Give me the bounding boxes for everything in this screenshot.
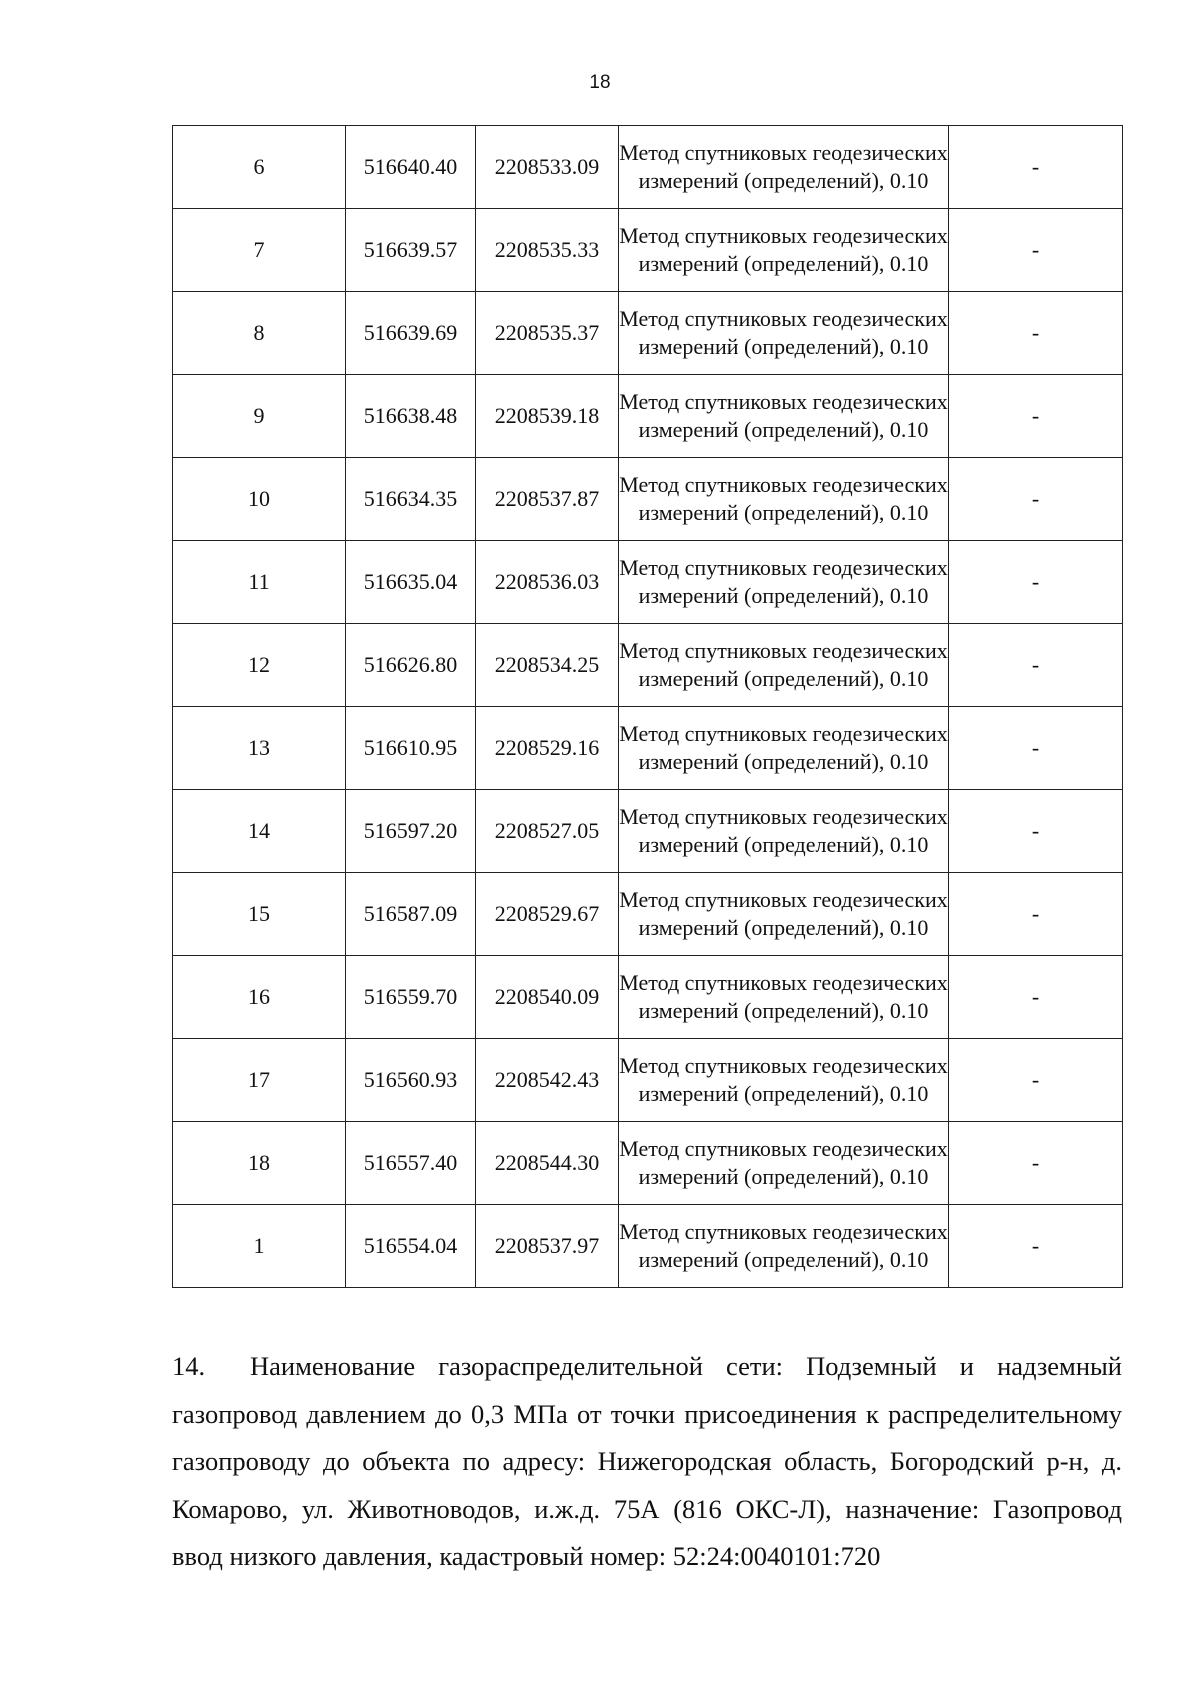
method-cell: Метод спутниковых геодезических измерений (определений), 0.10 bbox=[619, 956, 949, 1039]
point-cell: 14 bbox=[173, 790, 346, 873]
y-coordinate-cell: 2208529.16 bbox=[476, 707, 619, 790]
y-coordinate-cell: 2208535.37 bbox=[476, 292, 619, 375]
point-cell: 1 bbox=[173, 1205, 346, 1288]
coordinates-table bbox=[172, 125, 1123, 1288]
page-number: 18 bbox=[589, 72, 611, 93]
method-cell: Метод спутниковых геодезических измерений (определений), 0.10 bbox=[619, 209, 949, 292]
table-row bbox=[173, 1122, 1123, 1205]
note-cell: - bbox=[949, 209, 1123, 292]
x-coordinate-cell: 516559.70 bbox=[346, 956, 476, 1039]
table-row bbox=[173, 873, 1123, 956]
y-coordinate-cell: 2208536.03 bbox=[476, 541, 619, 624]
method-cell: Метод спутниковых геодезических измерений (определений), 0.10 bbox=[619, 292, 949, 375]
point-cell: 10 bbox=[173, 458, 346, 541]
note-cell: - bbox=[949, 126, 1123, 209]
note-cell: - bbox=[949, 375, 1123, 458]
note-cell: - bbox=[949, 1205, 1123, 1288]
y-coordinate-cell: 2208535.33 bbox=[476, 209, 619, 292]
x-coordinate-cell: 516635.04 bbox=[346, 541, 476, 624]
y-coordinate-cell: 2208537.87 bbox=[476, 458, 619, 541]
x-coordinate-cell: 516639.57 bbox=[346, 209, 476, 292]
point-cell: 7 bbox=[173, 209, 346, 292]
y-coordinate-cell: 2208539.18 bbox=[476, 375, 619, 458]
coordinates-table-body bbox=[173, 126, 1123, 1288]
point-cell: 13 bbox=[173, 707, 346, 790]
paragraph-14 bbox=[172, 1343, 1122, 1581]
method-cell: Метод спутниковых геодезических измерений (определений), 0.10 bbox=[619, 541, 949, 624]
point-cell: 12 bbox=[173, 624, 346, 707]
note-cell: - bbox=[949, 292, 1123, 375]
method-cell: Метод спутниковых геодезических измерений (определений), 0.10 bbox=[619, 375, 949, 458]
x-coordinate-cell: 516638.48 bbox=[346, 375, 476, 458]
point-cell: 8 bbox=[173, 292, 346, 375]
point-cell: 6 bbox=[173, 126, 346, 209]
point-cell: 11 bbox=[173, 541, 346, 624]
method-cell: Метод спутниковых геодезических измерений (определений), 0.10 bbox=[619, 790, 949, 873]
note-cell: - bbox=[949, 624, 1123, 707]
paragraph-number: 14. bbox=[172, 1351, 206, 1381]
method-cell: Метод спутниковых геодезических измерений (определений), 0.10 bbox=[619, 126, 949, 209]
table-row bbox=[173, 624, 1123, 707]
note-cell: - bbox=[949, 458, 1123, 541]
method-cell: Метод спутниковых геодезических измерений (определений), 0.10 bbox=[619, 707, 949, 790]
x-coordinate-cell: 516557.40 bbox=[346, 1122, 476, 1205]
method-cell: Метод спутниковых геодезических измерений (определений), 0.10 bbox=[619, 624, 949, 707]
note-cell: - bbox=[949, 790, 1123, 873]
note-cell: - bbox=[949, 541, 1123, 624]
y-coordinate-cell: 2208527.05 bbox=[476, 790, 619, 873]
table-row bbox=[173, 126, 1123, 209]
y-coordinate-cell: 2208533.09 bbox=[476, 126, 619, 209]
method-cell: Метод спутниковых геодезических измерений (определений), 0.10 bbox=[619, 873, 949, 956]
x-coordinate-cell: 516587.09 bbox=[346, 873, 476, 956]
y-coordinate-cell: 2208534.25 bbox=[476, 624, 619, 707]
note-cell: - bbox=[949, 873, 1123, 956]
x-coordinate-cell: 516610.95 bbox=[346, 707, 476, 790]
table-row bbox=[173, 292, 1123, 375]
table-row bbox=[173, 707, 1123, 790]
table-row bbox=[173, 790, 1123, 873]
method-cell: Метод спутниковых геодезических измерений (определений), 0.10 bbox=[619, 1122, 949, 1205]
table-row bbox=[173, 541, 1123, 624]
y-coordinate-cell: 2208542.43 bbox=[476, 1039, 619, 1122]
note-cell: - bbox=[949, 707, 1123, 790]
point-cell: 18 bbox=[173, 1122, 346, 1205]
y-coordinate-cell: 2208540.09 bbox=[476, 956, 619, 1039]
x-coordinate-cell: 516634.35 bbox=[346, 458, 476, 541]
y-coordinate-cell: 2208544.30 bbox=[476, 1122, 619, 1205]
table-row bbox=[173, 375, 1123, 458]
method-cell: Метод спутниковых геодезических измерений (определений), 0.10 bbox=[619, 1039, 949, 1122]
x-coordinate-cell: 516554.04 bbox=[346, 1205, 476, 1288]
table-row bbox=[173, 209, 1123, 292]
paragraph-text: Наименование газораспределительной сети: Подземный и надземный газопровод давлением до 0,3 МПа от точки присоединения к распределительному газопроводу до объекта по адресу: Нижегородская область, Богородский р-н, д. Комарово, ул. Животноводов, и.ж.д. 75А (816 ОКС-Л), назначение: Газопровод ввод низкого давления, кадастровый номер: 52:24:0040101:720 bbox=[172, 1351, 1122, 1571]
x-coordinate-cell: 516640.40 bbox=[346, 126, 476, 209]
x-coordinate-cell: 516597.20 bbox=[346, 790, 476, 873]
note-cell: - bbox=[949, 956, 1123, 1039]
y-coordinate-cell: 2208529.67 bbox=[476, 873, 619, 956]
x-coordinate-cell: 516639.69 bbox=[346, 292, 476, 375]
table-row bbox=[173, 1039, 1123, 1122]
note-cell: - bbox=[949, 1122, 1123, 1205]
y-coordinate-cell: 2208537.97 bbox=[476, 1205, 619, 1288]
x-coordinate-cell: 516626.80 bbox=[346, 624, 476, 707]
x-coordinate-cell: 516560.93 bbox=[346, 1039, 476, 1122]
method-cell: Метод спутниковых геодезических измерений (определений), 0.10 bbox=[619, 458, 949, 541]
table-row bbox=[173, 956, 1123, 1039]
method-cell: Метод спутниковых геодезических измерений (определений), 0.10 bbox=[619, 1205, 949, 1288]
note-cell: - bbox=[949, 1039, 1123, 1122]
point-cell: 9 bbox=[173, 375, 346, 458]
point-cell: 16 bbox=[173, 956, 346, 1039]
point-cell: 17 bbox=[173, 1039, 346, 1122]
table-row bbox=[173, 1205, 1123, 1288]
point-cell: 15 bbox=[173, 873, 346, 956]
table-row bbox=[173, 458, 1123, 541]
